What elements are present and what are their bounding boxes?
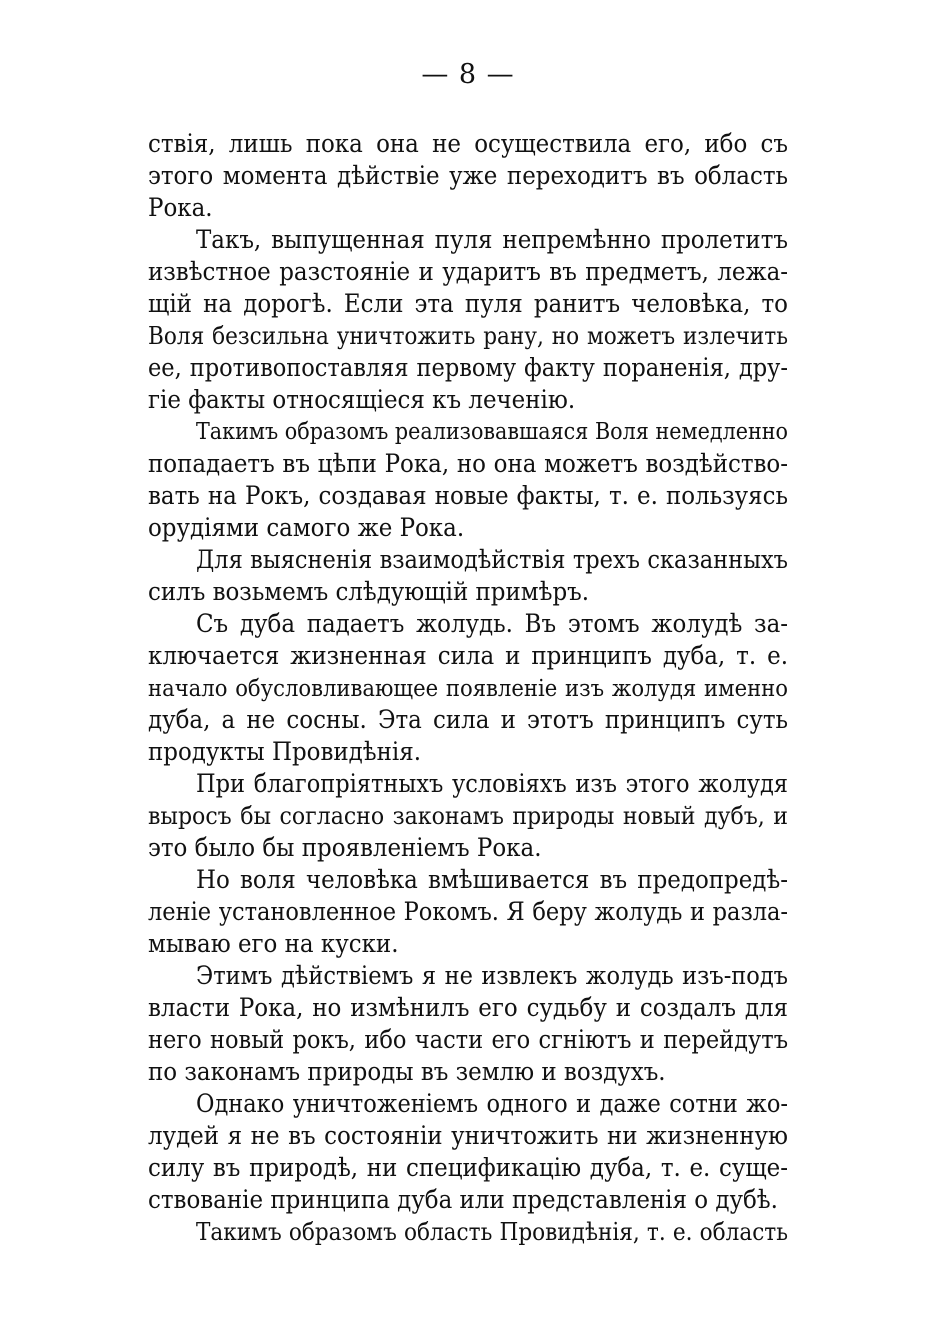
text-line: Но воля человѣка вмѣшивается въ предопредѣ- (196, 865, 788, 895)
text-line: власти Рока, но измѣнилъ его судьбу и создалъ для (148, 993, 788, 1023)
text-line: Рока. (148, 193, 213, 223)
text-line: попадаетъ въ цѣпи Рока, но она можетъ воздѣйство- (148, 449, 788, 479)
text-line: извѣстное разстояніе и ударитъ въ предметъ, лежа- (148, 257, 788, 287)
text-line: Этимъ дѣйствіемъ я не извлекъ жолудь изъ-подъ (196, 961, 788, 990)
text-line: Воля безсильна уничтожить рану, но можетъ излечить (148, 322, 788, 350)
text-line: по законамъ природы въ землю и воздухъ. (148, 1057, 666, 1087)
page-number: — 8 — (421, 59, 515, 90)
text-line: ее, противопоставляя первому факту пораненія, дру- (148, 353, 788, 382)
text-line: силъ возьмемъ слѣдующій примѣръ. (148, 577, 590, 607)
text-line: выросъ бы согласно законамъ природы новый дубъ, и (148, 801, 788, 830)
text-line: начало обусловливающее появленіе изъ жолудя именно (148, 674, 788, 702)
text-line: щій на дорогѣ. Если эта пуля ранитъ человѣка, то (148, 289, 788, 319)
text-line: ствія, лишь пока она не осуществила его, ибо съ (148, 129, 788, 159)
text-line: Однако уничтоженіемъ одного и даже сотни жо- (196, 1089, 788, 1118)
text-line: мываю его на куски. (148, 929, 399, 959)
text-line: продукты Провидѣнія. (148, 737, 422, 767)
text-line: Для выясненія взаимодѣйствія трехъ сказанныхъ (196, 545, 788, 574)
text-line: орудіями самого же Рока. (148, 513, 465, 543)
text-line: Такъ, выпущенная пуля непремѣнно пролетитъ (196, 225, 788, 255)
text-line: ствованіе принципа дуба или представленія о дубѣ. (148, 1185, 778, 1215)
text-line: Такимъ образомъ реализовавшаяся Воля немедленно (196, 419, 788, 445)
text-line: дуба, а не сосны. Эта сила и этотъ принципъ суть (148, 705, 788, 735)
text-line: вать на Рокъ, создавая новые факты, т. е. пользуясь (148, 481, 788, 511)
text-line: При благопріятныхъ условіяхъ изъ этого жолудя (196, 769, 788, 798)
text-line: это было бы проявленіемъ Рока. (148, 833, 542, 863)
text-line: лудей я не въ состояніи уничтожить ни жизненную (148, 1121, 788, 1151)
text-line: Съ дуба падаетъ жолудь. Въ этомъ жолудѣ за- (196, 609, 788, 639)
text-line: Такимъ образомъ область Провидѣнія, т. е. область (196, 1218, 788, 1246)
text-line: леніе установленное Рокомъ. Я беру жолудь и разла- (148, 897, 788, 926)
text-line: него новый рокъ, ибо части его сгніютъ и перейдутъ (148, 1025, 788, 1054)
text-line: гіе факты относящіеся къ леченію. (148, 385, 576, 415)
text-line: ключается жизненная сила и принципъ дуба, т. е. (148, 641, 788, 671)
text-line: силу въ природѣ, ни спецификацію дуба, т. е. суще- (148, 1153, 788, 1183)
text-line: этого момента дѣйствіе уже переходитъ въ область (148, 161, 788, 191)
